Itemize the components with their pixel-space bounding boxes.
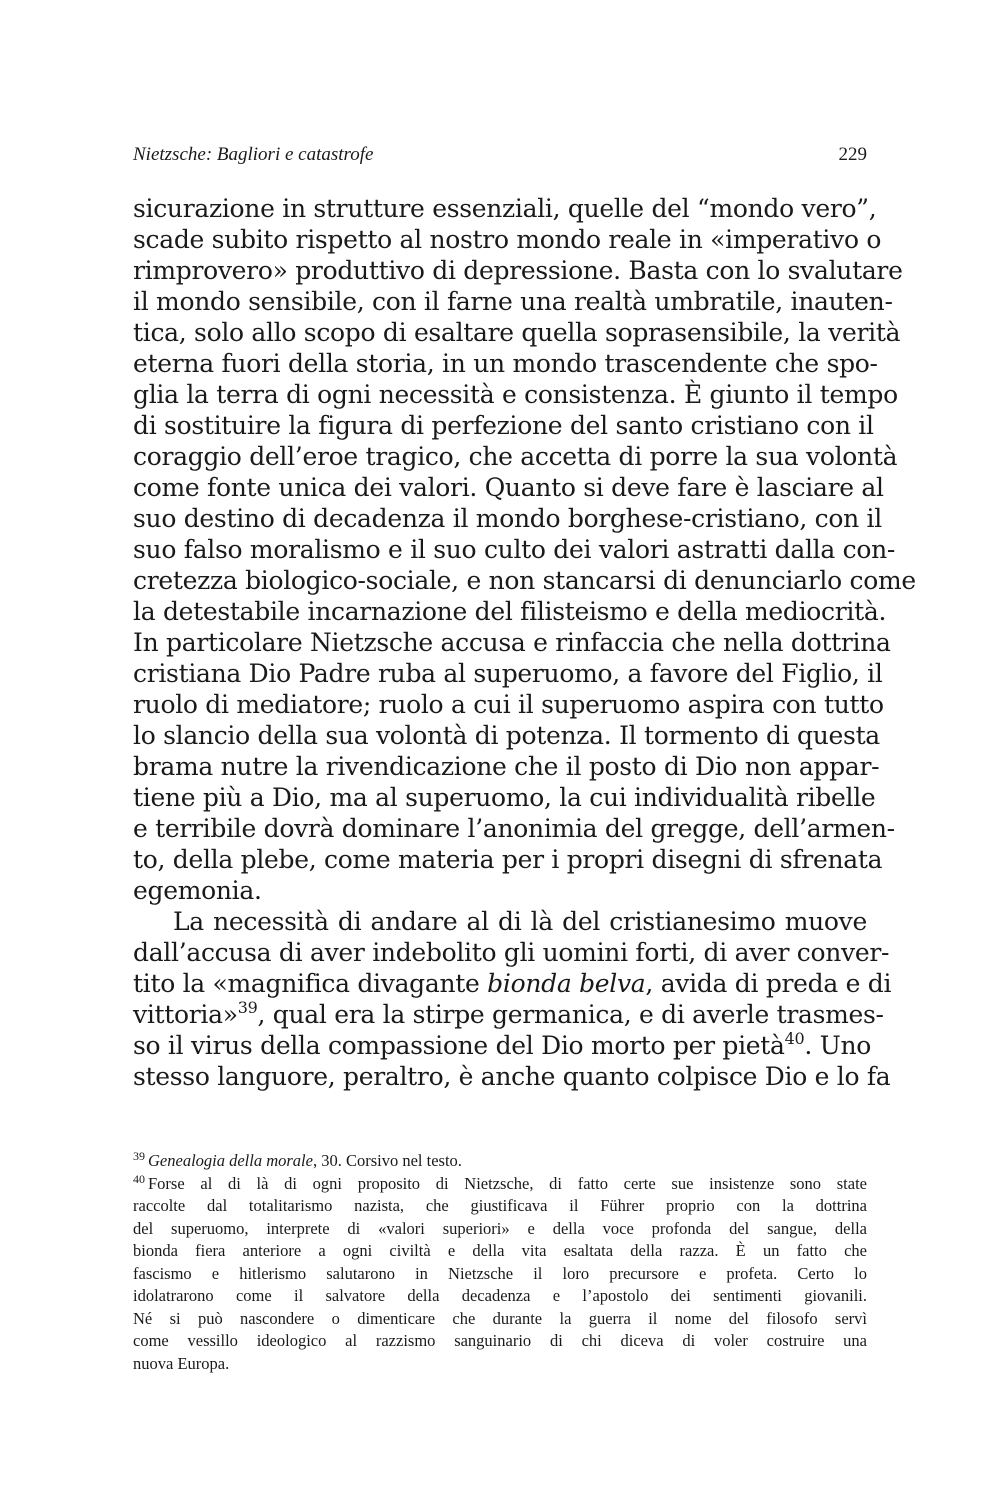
footnotes bbox=[133, 1150, 867, 1375]
body-text bbox=[133, 193, 916, 1092]
text-line: scade subito rispetto al nostro mondo reale in «imperativo o bbox=[133, 225, 882, 254]
footnote-line: nuova Europa. bbox=[133, 1353, 230, 1373]
text-run: , avida di preda e di bbox=[645, 969, 892, 998]
text-line: cristiana Dio Padre ruba al superuomo, a favore del Figlio, il bbox=[133, 659, 883, 688]
text-line: coraggio dell’eroe tragico, che accetta di porre la sua volontà bbox=[133, 442, 898, 471]
text-line: come fonte unica dei valori. Quanto si deve fare è lasciare al bbox=[133, 473, 884, 502]
paragraph-2 bbox=[133, 906, 892, 1092]
running-head bbox=[133, 143, 867, 167]
footnote-title: Genealogia della morale bbox=[148, 1151, 313, 1170]
text-line: suo destino di decadenza il mondo borghese-cristiano, con il bbox=[133, 504, 882, 533]
text-line: brama nutre la rivendicazione che il posto di Dio non appar- bbox=[133, 752, 880, 781]
text-run: . Uno bbox=[804, 1031, 872, 1060]
text-line: tiene più a Dio, ma al superuomo, la cui individualità ribelle bbox=[133, 783, 876, 812]
footnote-40 bbox=[133, 1173, 867, 1376]
text-line: La necessità di andare al di là del cristianesimo muove bbox=[173, 907, 867, 936]
footnote-line: fascismo e hitlerismo salutarono in Nietzsche il loro precursore e profeta. Certo lo bbox=[133, 1263, 867, 1283]
text-line: egemonia. bbox=[133, 876, 262, 905]
text-run: vittoria» bbox=[133, 1000, 238, 1029]
footnote-number: 39 bbox=[133, 1149, 145, 1163]
text-line: eterna fuori della storia, in un mondo trascendente che spo- bbox=[133, 349, 878, 378]
text-line: e terribile dovrà dominare l’anonimia del gregge, dell’armen- bbox=[133, 814, 895, 843]
text-line: suo falso moralismo e il suo culto dei valori astratti dalla con- bbox=[133, 535, 896, 564]
paragraph-1 bbox=[133, 193, 916, 906]
text-line: stesso languore, peraltro, è anche quanto colpisce Dio e lo fa bbox=[133, 1062, 891, 1091]
text-line: glia la terra di ogni necessità e consistenza. È giunto il tempo bbox=[133, 380, 898, 409]
footnote-ref-40[interactable]: 40 bbox=[784, 1029, 805, 1048]
text-line bbox=[133, 998, 884, 1030]
text-line: la detestabile incarnazione del filisteismo e della mediocrità. bbox=[133, 597, 887, 626]
page-number: 229 bbox=[838, 144, 867, 165]
footnote-line bbox=[133, 1173, 867, 1196]
italic-phrase: bionda belva bbox=[487, 969, 646, 998]
footnote-line: idolatrarono come il salvatore della decadenza e l’apostolo dei sentimenti giovanili. bbox=[133, 1286, 867, 1305]
running-head-title: Nietzsche: Bagliori e catastrofe bbox=[133, 144, 374, 165]
text-line: di sostituire la figura di perfezione del santo cristiano con il bbox=[133, 411, 874, 440]
text-line: il mondo sensibile, con il farne una realtà umbratile, inauten- bbox=[133, 287, 893, 316]
text-line: to, della plebe, come materia per i propri disegni di sfrenata bbox=[133, 845, 883, 874]
footnote-line: del superuomo, interprete di «valori superiori» e della voce profonda del sangue, della bbox=[133, 1218, 867, 1238]
text-line: sicurazione in strutture essenziali, quelle del “mondo vero”, bbox=[133, 194, 877, 223]
text-line: dall’accusa di aver indebolito gli uomini forti, di aver conver- bbox=[133, 938, 890, 967]
text-line: ruolo di mediatore; ruolo a cui il superuomo aspira con tutto bbox=[133, 690, 884, 719]
footnote-text: Forse al di là di ogni proposito di Nietzsche, di fatto certe sue insistenze sono state bbox=[148, 1173, 867, 1193]
footnote-line: bionda fiera anteriore a ogni civiltà e della vita esaltata della razza. È un fatto che bbox=[133, 1241, 867, 1260]
text-line: lo slancio della sua volontà di potenza. Il tormento di questa bbox=[133, 721, 880, 750]
footnote-line: raccolte dal totalitarismo nazista, che giustificava il Führer proprio con la dottrina bbox=[133, 1196, 867, 1215]
text-line: tica, solo allo scopo di esaltare quella soprasensibile, la verità bbox=[133, 318, 901, 347]
text-line: rimprovero» produttivo di depressione. Basta con lo svalutare bbox=[133, 256, 903, 285]
text-line: cretezza biologico-sociale, e non stancarsi di denunciarlo come bbox=[133, 566, 916, 595]
footnote-ref-39[interactable]: 39 bbox=[237, 998, 258, 1017]
footnote-text: , 30. Corsivo nel testo. bbox=[312, 1151, 462, 1170]
text-run: so il virus della compassione del Dio morto per pietà bbox=[133, 1031, 785, 1060]
text-line bbox=[133, 1029, 872, 1061]
text-line bbox=[133, 968, 892, 999]
text-line: In particolare Nietzsche accusa e rinfaccia che nella dottrina bbox=[133, 628, 891, 657]
footnote-39 bbox=[133, 1150, 867, 1173]
footnote-line: come vessillo ideologico al razzismo sanguinario di chi diceva di voler costruire una bbox=[133, 1331, 867, 1350]
text-run: , qual era la stirpe germanica, e di averle trasmes- bbox=[257, 1000, 884, 1029]
footnote-line: Né si può nascondere o dimenticare che durante la guerra il nome del filosofo servì bbox=[133, 1308, 867, 1328]
text-run: tito la «magnifica divagante bbox=[133, 969, 488, 998]
footnote-number: 40 bbox=[133, 1171, 145, 1186]
